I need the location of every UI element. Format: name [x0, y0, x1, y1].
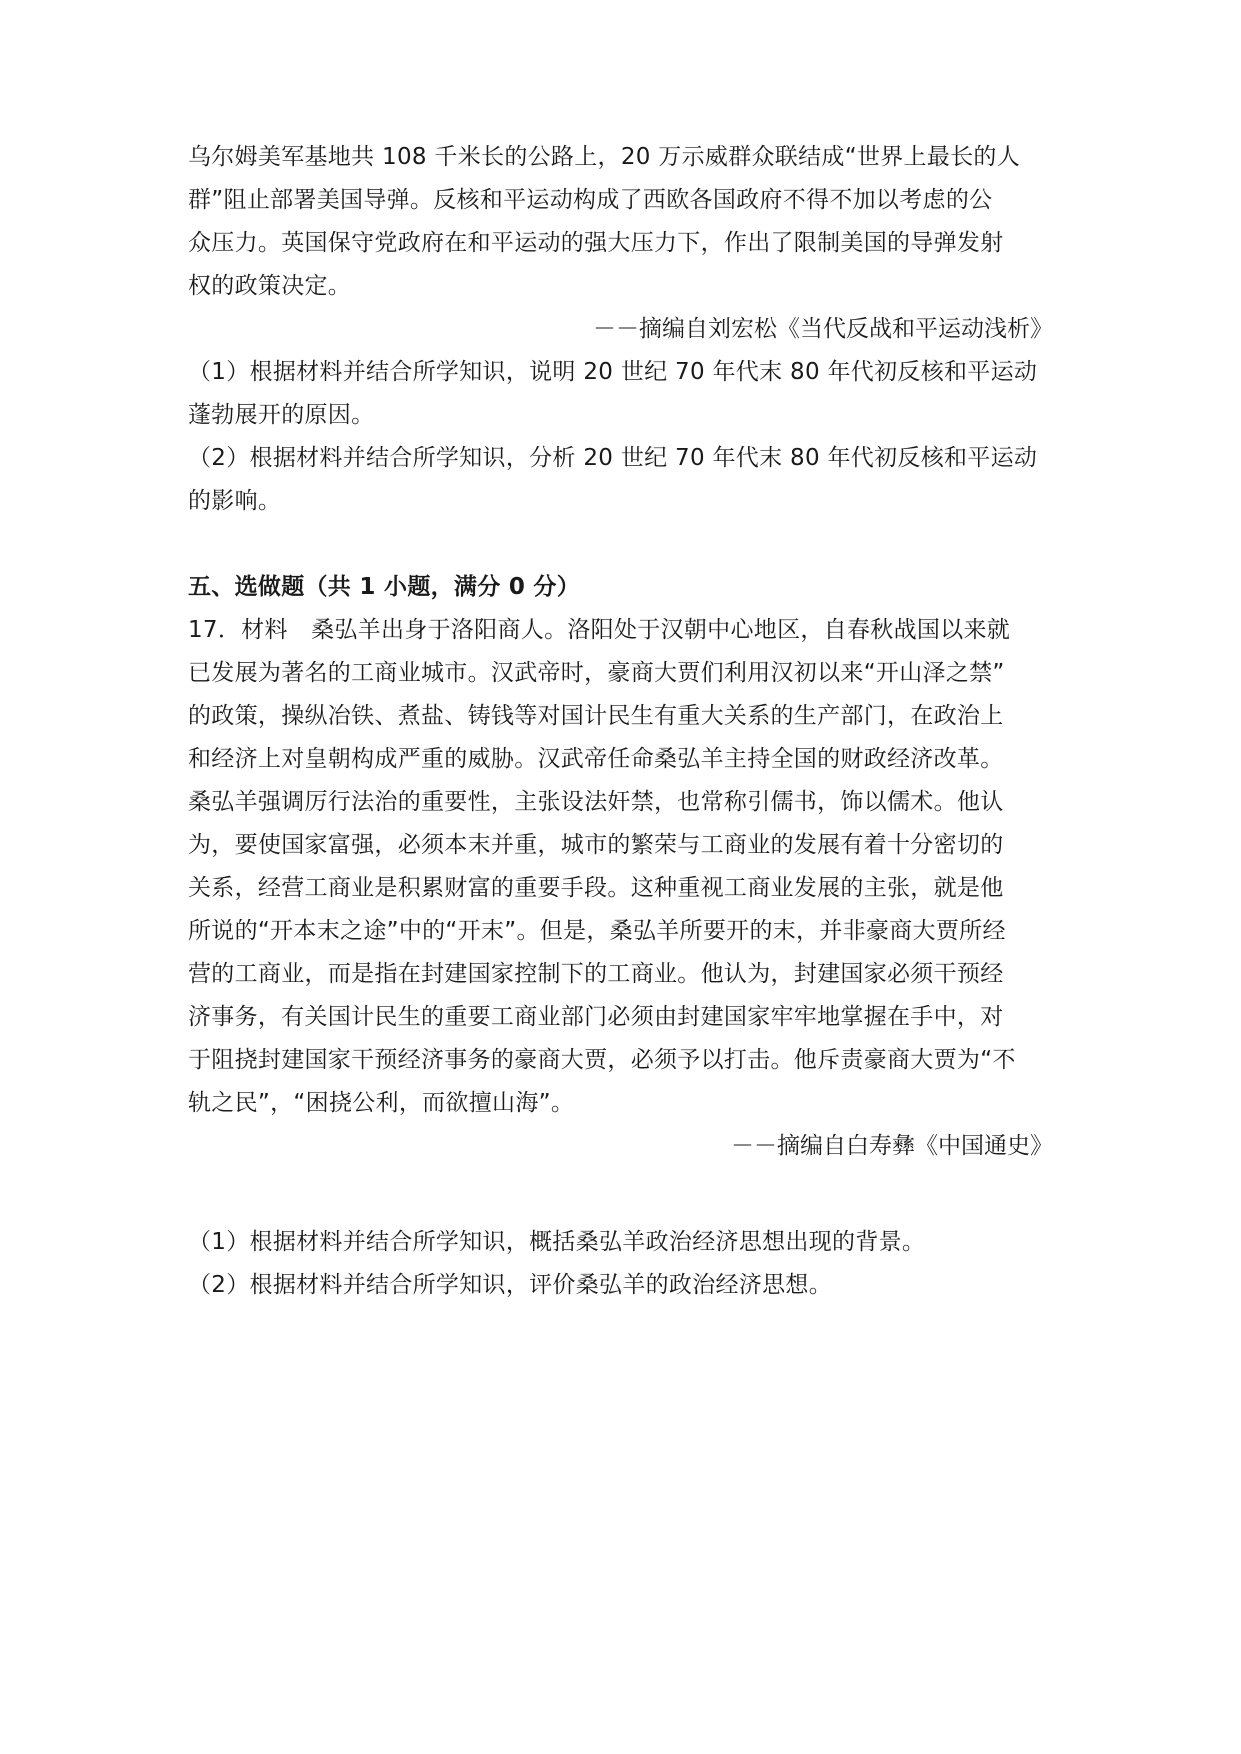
passage-line: 乌尔姆美军基地共 108 千米长的公路上，20 万示威群众联结成“世界上最长的人	[188, 144, 1021, 170]
passage-line: 众压力。英国保守党政府在和平运动的强大压力下，作出了限制美国的导弹发射	[188, 230, 1004, 256]
passage-source: －－摘编自刘宏松《当代反战和平运动浅析》	[593, 316, 1053, 342]
q17-material-line: 为，要使国家富强，必须本末并重，城市的繁荣与工商业的发展有着十分密切的	[188, 832, 1004, 858]
q17-material-line: 轨之民”，“困挠公利，而欲擅山海”。	[188, 1090, 575, 1116]
passage-line: 群”阻止部署美国导弹。反核和平运动构成了西欧各国政府不得不加以考虑的公	[188, 187, 993, 213]
q17-material-line: 的政策，操纵冶铁、煮盐、铸钱等对国计民生有重大关系的生产部门，在政治上	[188, 703, 1004, 729]
q16-sub1-line: （1）根据材料并结合所学知识，说明 20 世纪 70 年代末 80 年代初反核和平运动	[188, 359, 1038, 385]
q17-sub1: （1）根据材料并结合所学知识，概括桑弘羊政治经济思想出现的背景。	[188, 1229, 926, 1255]
q17-material-line: 所说的“开本末之途”中的“开末”。但是，桑弘羊所要开的末，并非豪商大贾所经	[188, 918, 1006, 944]
q17-material-line: 于阻挠封建国家干预经济事务的豪商大贾，必须予以打击。他斥责豪商大贾为“不	[188, 1047, 1016, 1073]
q17-material-line: 桑弘羊强调厉行法治的重要性，主张设法奸禁，也常称引儒书，饰以儒术。他认	[188, 789, 1004, 815]
section-heading: 五、选做题（共 1 小题，满分 0 分）	[188, 574, 581, 600]
q17-sub2: （2）根据材料并结合所学知识，评价桑弘羊的政治经济思想。	[188, 1272, 833, 1298]
q17-source: －－摘编自白寿彝《中国通史》	[731, 1133, 1053, 1159]
q16-sub2-line: （2）根据材料并结合所学知识，分析 20 世纪 70 年代末 80 年代初反核和平运动	[188, 445, 1038, 471]
q17-material-line: 营的工商业，而是指在封建国家控制下的工商业。他认为，封建国家必须干预经	[188, 961, 1004, 987]
q17-material-line: 和经济上对皇朝构成严重的威胁。汉武帝任命桑弘羊主持全国的财政经济改革。	[188, 746, 1004, 772]
q17-material-line: 已发展为著名的工商业城市。汉武帝时，豪商大贾们利用汉初以来“开山泽之禁”	[188, 660, 1005, 686]
passage-line: 权的政策决定。	[188, 273, 352, 299]
q17-material-line: 济事务，有关国计民生的重要工商业部门必须由封建国家牢牢地掌握在手中，对	[188, 1004, 1004, 1030]
q16-sub2-line: 的影响。	[188, 488, 282, 514]
q17-material-line: 17．材料 桑弘羊出身于洛阳商人。洛阳处于汉朝中心地区，自春秋战国以来就	[188, 617, 1011, 643]
q17-material-line: 关系，经营工商业是积累财富的重要手段。这种重视工商业发展的主张，就是他	[188, 875, 1004, 901]
q16-sub1-line: 蓬勃展开的原因。	[188, 402, 375, 428]
